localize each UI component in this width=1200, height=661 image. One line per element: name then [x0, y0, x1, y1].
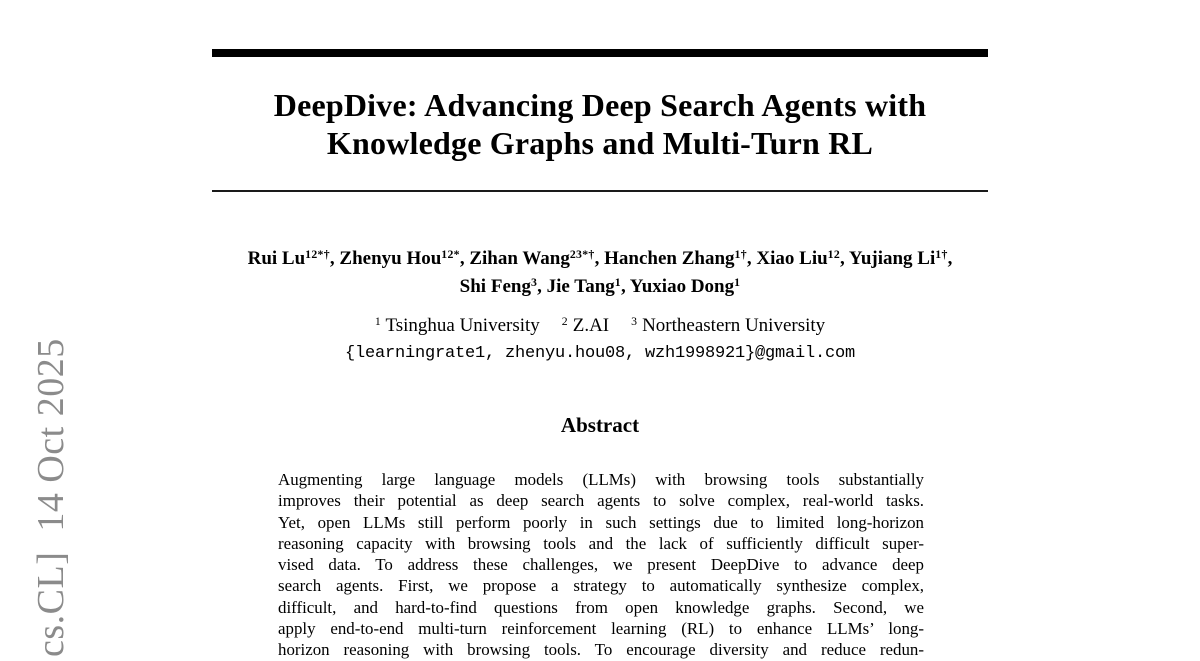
author-affiliation-marks: 23*† — [569, 247, 595, 261]
author-separator: , — [329, 248, 340, 269]
abstract-line: improves their potential as deep search agents to solve complex, real-world tasks. — [278, 491, 924, 511]
author-line-2 — [152, 274, 1048, 302]
contact-email: {learningrate1, zhenyu.hou08, wzh1998921}@gmail.com — [344, 344, 856, 363]
abstract-line: apply end-to-end multi-turn reinforcement learning (RL) to enhance LLMs’ long- — [278, 619, 924, 639]
author-separator: , — [746, 248, 757, 269]
author-separator: , — [537, 276, 547, 297]
author-name: Zihan Wang — [469, 248, 570, 269]
affiliation — [631, 315, 825, 336]
affiliation — [375, 315, 540, 336]
affiliation-name: Northeastern University — [642, 315, 826, 336]
affiliation-name: Z.AI — [572, 315, 610, 336]
author-name: Hanchen Zhang — [604, 248, 735, 269]
abstract-line: difficult, and hard-to-find questions from open knowledge graphs. Second, we — [278, 597, 924, 617]
author-separator: , — [840, 248, 849, 269]
author — [630, 276, 741, 297]
author-affiliation-marks: 1† — [734, 247, 747, 261]
author-affiliation-marks: 1 — [614, 275, 621, 289]
abstract-line: reasoning capacity with browsing tools and the lack of sufficiently difficult super- — [278, 533, 924, 553]
author-affiliation-marks: 12*† — [305, 247, 330, 261]
paper-title-line1: DeepDive: Advancing Deep Search Agents with — [273, 87, 927, 123]
author — [547, 276, 630, 297]
author — [604, 248, 756, 269]
affiliation-number: 2 — [561, 314, 568, 328]
author-name: Yuxiao Dong — [629, 276, 735, 297]
abstract-line: search agents. First, we propose a strategy to automatically synthesize complex, — [278, 576, 924, 596]
arxiv-sidebar-watermark: cs.CL] 14 Oct 2025 — [30, 338, 72, 657]
author — [460, 276, 547, 297]
author-affiliation-marks: 1† — [935, 247, 948, 261]
author-affiliation-marks: 3 — [530, 275, 538, 289]
author — [849, 248, 953, 269]
author — [469, 248, 604, 269]
author-line-1 — [152, 246, 1048, 274]
abstract-line: horizon reasoning with browsing tools. To encourage diversity and reduce redun- — [278, 640, 924, 660]
abstract-text — [278, 469, 924, 661]
author — [756, 248, 848, 269]
author-list — [152, 246, 1048, 302]
paper-title — [212, 86, 988, 162]
author-name: Yujiang Li — [848, 248, 936, 269]
author-affiliation-marks: 1 — [734, 275, 741, 289]
author — [339, 248, 469, 269]
author-separator: , — [947, 248, 953, 269]
author-name: Zhenyu Hou — [339, 248, 442, 269]
author-separator: , — [594, 248, 605, 269]
affiliation-number: 1 — [374, 314, 382, 328]
affiliation-line — [212, 313, 988, 341]
abstract-line: vised data. To address these challenges, we present DeepDive to advance deep — [278, 555, 924, 575]
title-rule-top — [212, 49, 988, 57]
author-separator: , — [459, 248, 470, 269]
affiliation — [562, 315, 609, 336]
affiliations-block — [212, 313, 988, 367]
affiliation-number: 3 — [631, 314, 638, 328]
author-name: Jie Tang — [546, 276, 615, 297]
author-separator: , — [620, 276, 630, 297]
author-affiliation-marks: 12 — [827, 247, 841, 261]
author-affiliation-marks: 12* — [441, 247, 460, 261]
paper-title-line2: Knowledge Graphs and Multi-Turn RL — [326, 125, 874, 161]
title-rule-bottom — [212, 190, 988, 192]
affiliation-name: Tsinghua University — [385, 315, 540, 336]
author — [248, 248, 340, 269]
abstract-line: Yet, open LLMs still perform poorly in such settings due to limited long-horizon — [278, 512, 924, 532]
author-name: Shi Feng — [459, 276, 531, 297]
abstract-heading: Abstract — [560, 413, 640, 437]
author-name: Xiao Liu — [756, 248, 828, 269]
author-name: Rui Lu — [247, 248, 306, 269]
abstract-line: Augmenting large language models (LLMs) with browsing tools substantially — [278, 470, 924, 489]
